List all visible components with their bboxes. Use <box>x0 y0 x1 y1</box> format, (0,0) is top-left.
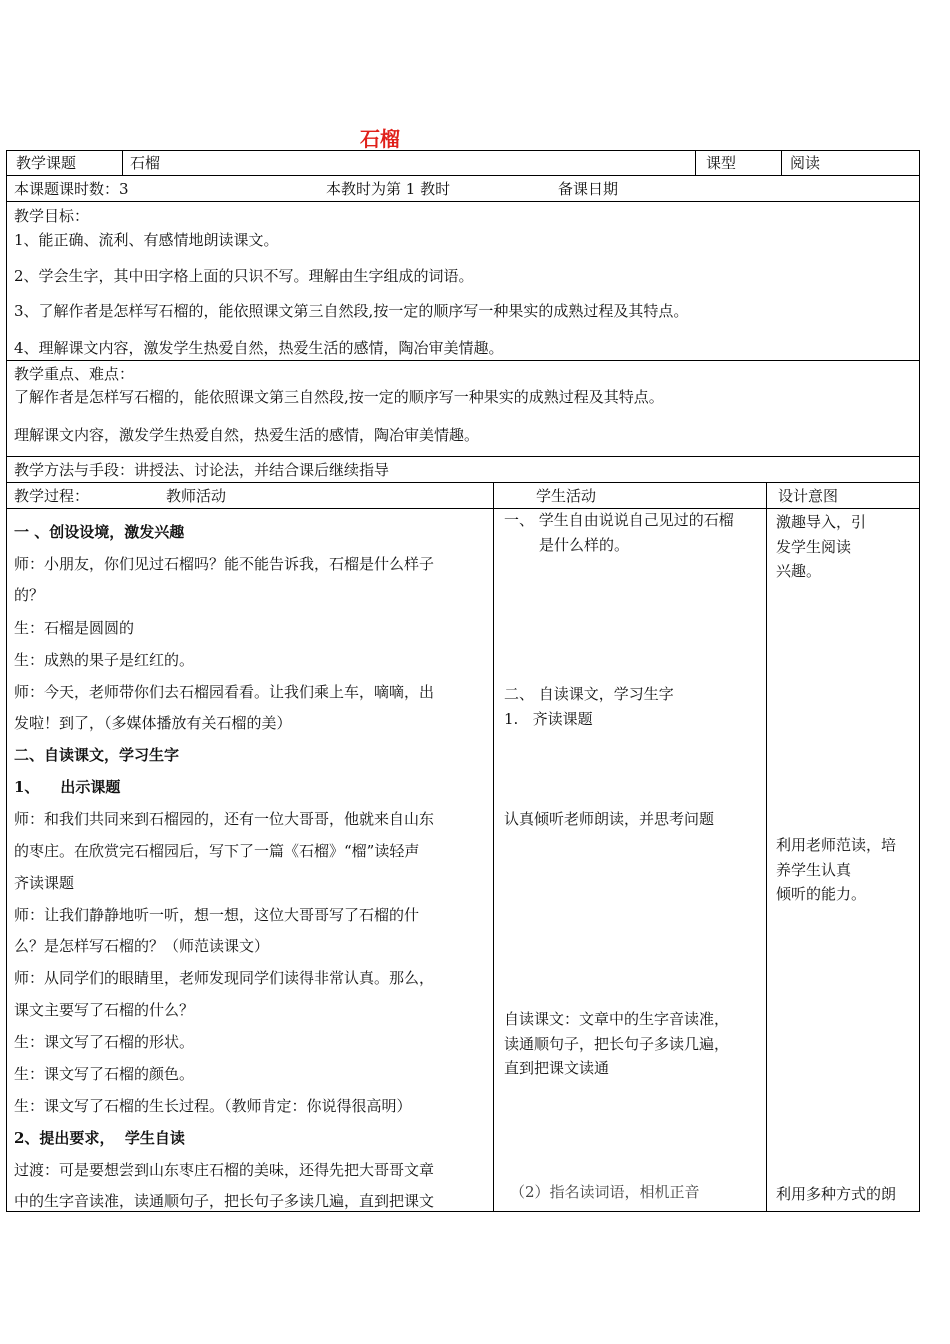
subject-value: 石榴 <box>130 154 161 172</box>
hours-text: 本课题课时数：3 <box>14 180 129 198</box>
method-text: 教学方法与手段：讲授法、讨论法，并结合课后继续指导 <box>14 461 390 479</box>
design-line: 利用多种方式的朗 <box>776 1185 897 1203</box>
student-line: 直到把课文读通 <box>504 1059 610 1077</box>
prep-date: 备课日期 <box>558 180 619 198</box>
teacher-line: 生：课文写了石榴的形状。 <box>14 1033 195 1051</box>
student-line: 1. 齐读课题 <box>504 710 593 728</box>
teacher-line: 一 、创设设境，激发兴趣 <box>14 523 185 541</box>
student-line: 认真倾听老师朗读，并思考问题 <box>504 810 715 828</box>
teacher-line: 的？ <box>14 586 45 604</box>
type-value: 阅读 <box>790 154 821 172</box>
goals-heading: 教学目标： <box>14 207 90 225</box>
header-design: 设计意图 <box>778 487 839 505</box>
current-lesson: 本教时为第 1 教时 <box>326 180 451 198</box>
row-hours <box>6 175 920 202</box>
design-line: 利用老师范读，培 <box>776 836 897 854</box>
goal-item: 4、理解课文内容，激发学生热爱自然，热爱生活的感情，陶冶审美情趣。 <box>14 339 504 357</box>
key-item: 理解课文内容，激发学生热爱自然，热爱生活的感情，陶冶审美情趣。 <box>14 426 480 444</box>
key-item: 了解作者是怎样写石榴的，能依照课文第三自然段,按一定的顺序写一种果实的成熟过程及其特点。 <box>14 388 664 406</box>
teacher-line: 齐读课题 <box>14 874 75 892</box>
teacher-line: 二、自读课文，学习生字 <box>14 746 180 764</box>
label-type: 课型 <box>706 154 737 172</box>
goal-item: 1、能正确、流利、有感情地朗读课文。 <box>14 231 279 249</box>
key-heading: 教学重点、难点： <box>14 365 135 383</box>
header-teacher: 教师活动 <box>166 487 227 505</box>
goal-item: 2、学会生字，其中田字格上面的只识不写。理解由生字组成的词语。 <box>14 267 474 285</box>
design-line: 养学生认真 <box>776 861 852 879</box>
student-line: 是什么样的。 <box>539 536 630 554</box>
teacher-line: 师：让我们静静地听一听，想一想，这位大哥哥写了石榴的什 <box>14 906 420 924</box>
teacher-line: 师：小朋友，你们见过石榴吗？能不能告诉我，石榴是什么样子 <box>14 555 435 573</box>
teacher-line: 课文主要写了石榴的什么？ <box>14 1001 195 1019</box>
goal-item: 3、了解作者是怎样写石榴的，能依照课文第三自然段,按一定的顺序写一种果实的成熟过程及其特点。 <box>14 302 689 320</box>
teacher-line: 师：从同学们的眼睛里，老师发现同学们读得非常认真。那么， <box>14 969 435 987</box>
student-line: 读通顺句子，把长句子多读几遍， <box>504 1035 730 1053</box>
student-line: 二、 自读课文，学习生字 <box>504 685 674 703</box>
student-line: 一、 学生自由说说自己见过的石榴 <box>504 511 734 529</box>
student-line: （2）指名读词语，相机正音 <box>510 1183 700 1201</box>
teacher-line: 生：课文写了石榴的颜色。 <box>14 1065 195 1083</box>
teacher-line: 生：成熟的果子是红红的。 <box>14 651 195 669</box>
label-subject: 教学课题 <box>16 154 77 172</box>
teacher-line: 生：石榴是圆圆的 <box>14 619 135 637</box>
header-student: 学生活动 <box>536 487 597 505</box>
teacher-line: 生：课文写了石榴的生长过程。（教师肯定：你说得很高明） <box>14 1097 412 1115</box>
design-line: 倾听的能力。 <box>776 885 867 903</box>
document-title: 石榴 <box>360 127 400 151</box>
teacher-line: 中的生字音读准，读通顺句子，把长句子多读几遍，直到把课文 <box>14 1192 435 1210</box>
teacher-line: 的枣庄。在欣赏完石榴园后，写下了一篇《石榴》“榴”读轻声 <box>14 842 420 860</box>
teacher-line: 师：今天，老师带你们去石榴园看看。让我们乘上车，嘀嘀，出 <box>14 683 435 701</box>
header-process: 教学过程： <box>14 487 90 505</box>
teacher-line: 么？是怎样写石榴的？（师范读课文） <box>14 937 270 955</box>
design-line: 激趣导入，引 <box>776 513 867 531</box>
student-line: 自读课文：文章中的生字音读准， <box>504 1010 730 1028</box>
teacher-line: 2、提出要求， 学生自读 <box>14 1129 185 1147</box>
teacher-line: 发啦！到了，（多媒体播放有关石榴的美） <box>14 714 292 732</box>
teacher-line: 师：和我们共同来到石榴园的，还有一位大哥哥，他就来自山东 <box>14 810 435 828</box>
design-line: 兴趣。 <box>776 562 822 580</box>
teacher-line: 1、 出示课题 <box>14 778 121 796</box>
design-line: 发学生阅读 <box>776 538 852 556</box>
teacher-line: 过渡：可是要想尝到山东枣庄石榴的美味，还得先把大哥哥文章 <box>14 1161 435 1179</box>
